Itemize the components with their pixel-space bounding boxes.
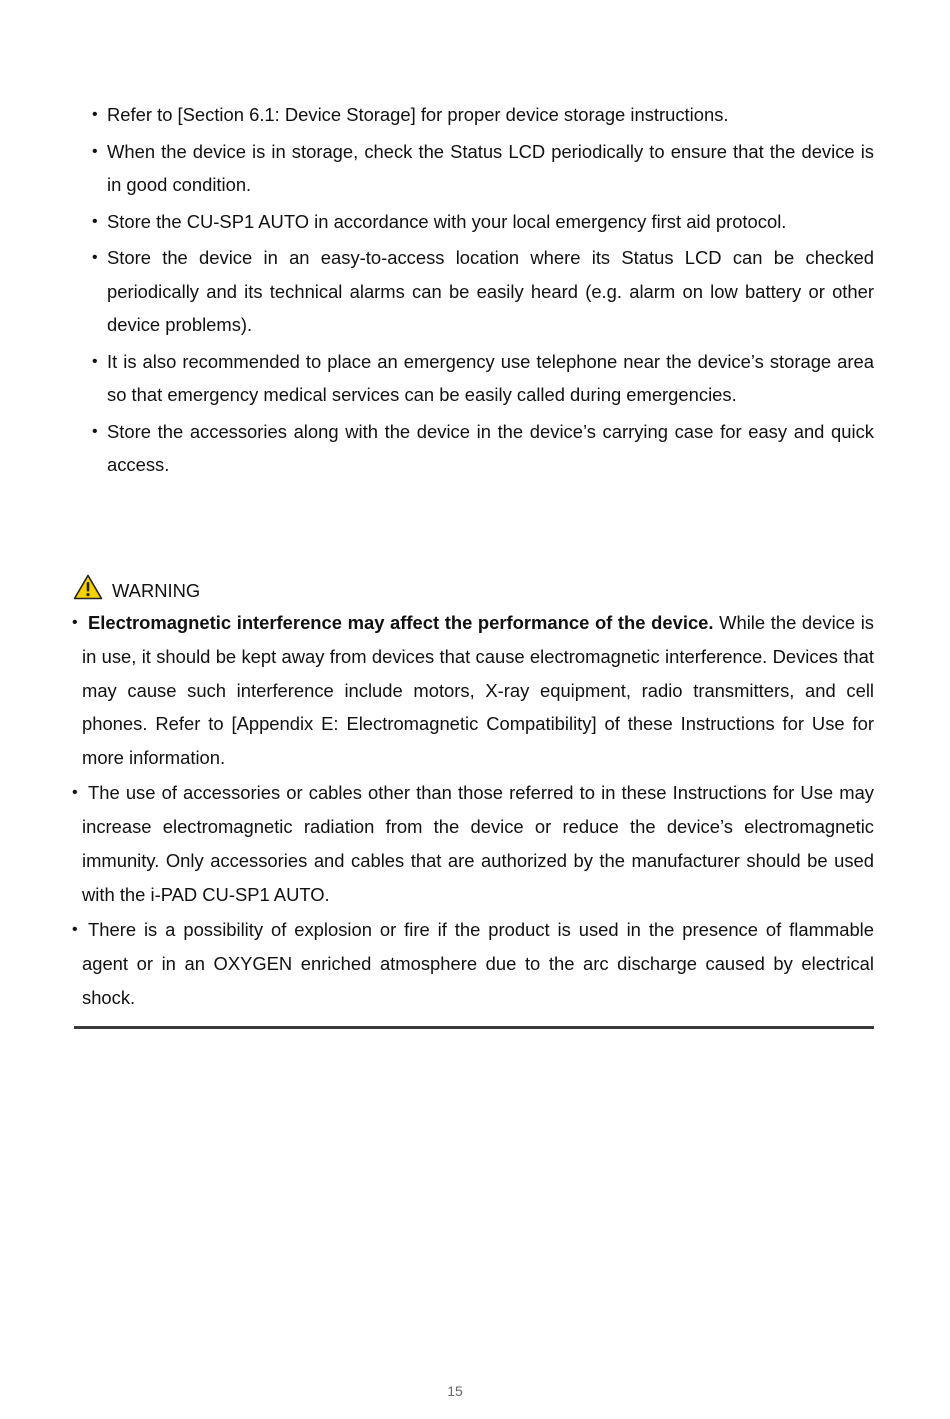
list-item-text: Store the CU-SP1 AUTO in accordance with your local emergency first aid protocol. xyxy=(107,210,787,232)
list-item xyxy=(72,913,874,1014)
bullet-icon: • xyxy=(92,212,98,230)
warning-triangle-icon xyxy=(73,574,103,600)
warning-label: WARNING xyxy=(112,580,201,601)
warning-item-text: While the device is in use, it should be kept away from devices that cause electromagnetic interference. Devices that may cause such interference include motors, X-ray equipment, radio transmitters, and cell phones. Refer to [Appendix E: Electromagnetic Compatibility] of these Instructions for Use for more information. xyxy=(82,612,874,769)
bullet-icon: • xyxy=(92,422,98,440)
warning-emphasis: Electromagnetic interference may affect the performance of the device. xyxy=(88,612,714,633)
list-item-text: When the device is in storage, check the Status LCD periodically to ensure that the device is in good condition. xyxy=(107,140,874,195)
section-divider xyxy=(74,1026,874,1029)
warning-heading xyxy=(73,572,200,602)
list-item xyxy=(92,205,874,239)
bullet-icon: • xyxy=(72,784,78,802)
list-item-text: Store the accessories along with the device in the device’s carrying case for easy and quick access. xyxy=(107,420,874,475)
storage-instructions-list xyxy=(92,98,874,485)
bullet-icon: • xyxy=(72,614,78,631)
list-item xyxy=(72,606,874,775)
page-number: 15 xyxy=(447,1383,463,1399)
list-item-text: Refer to [Section 6.1: Device Storage] for proper device storage instructions. xyxy=(107,104,729,125)
list-item xyxy=(92,241,874,342)
warning-list xyxy=(72,606,874,1016)
bullet-icon: • xyxy=(92,142,98,160)
list-item xyxy=(92,345,874,412)
list-item-text: It is also recommended to place an emergency use telephone near the device’s storage area so that emergency medical services can be easily called during emergencies. xyxy=(107,350,874,405)
list-item xyxy=(92,135,874,202)
bullet-icon: • xyxy=(92,106,98,123)
warning-item-text: There is a possibility of explosion or fire if the product is used in the presence of flammable agent or in an OXYGEN enriched atmosphere due to the arc discharge caused by electrical shock. xyxy=(82,919,874,1008)
bullet-icon: • xyxy=(72,921,78,939)
warning-item-text: The use of accessories or cables other than those referred to in these Instructions for Use may increase electromagnetic radiation from the device or reduce the device’s electromagnetic immunity. Only accessories and cables that are authorized by the manufacturer should be used with the i-PAD CU-SP1 AUTO. xyxy=(82,782,874,905)
list-item-text: Store the device in an easy-to-access location where its Status LCD can be checked periodically and its technical alarms can be easily heard (e.g. alarm on low battery or other device problems). xyxy=(107,247,874,335)
list-item xyxy=(92,415,874,482)
bullet-icon: • xyxy=(92,352,98,370)
bullet-icon: • xyxy=(92,249,98,266)
list-item xyxy=(92,98,874,132)
list-item xyxy=(72,776,874,911)
